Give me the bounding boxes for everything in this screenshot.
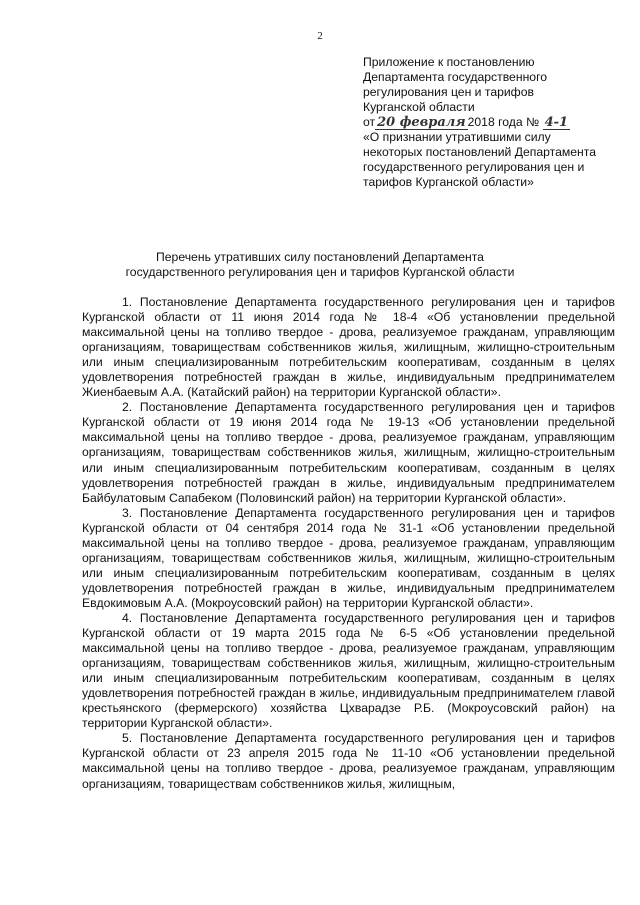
title-line: Перечень утративших силу постановлений Департамента <box>156 250 484 264</box>
title-line: государственного регулирования цен и тарифов Курганской области <box>125 265 515 279</box>
appendix-line: «О признании утратившими силу <box>363 130 551 144</box>
date-suffix: 2018 года № <box>467 115 540 129</box>
list-item: 1. Постановление Департамента государственного регулирования цен и тарифов Курганской области от 11 июня 2014 года № 18-4 «Об установлении предельной максимальной цены на топливо твердое - дрова, реализуемое гражданам, управляющим организациям, товариществам собственников жилья, жилищным, жилищно-строительным или иным специализированным потребительским кооперативам, созданным в целях удовлетворения потребностей граждан в жилье, индивидуальным предпринимателем Жиенбаевым А.А. (Катайский район) на территории Курганской области». <box>82 295 615 400</box>
handwritten-date: 20 февраля <box>377 115 466 130</box>
list-item: 2. Постановление Департамента государственного регулирования цен и тарифов Курганской области от 19 июня 2014 года № 19-13 «Об установлении предельной максимальной цены на топливо твердое - дрова, реализуемое гражданам, управляющим организациям, товариществам собственников жилья, жилищным, жилищно-строительным или иным специализированным потребительским кооперативам, созданным в целях удовлетворения потребностей граждан в жилье, индивидуальным предпринимателем Байбулатовым Сапабеком (Половинский район) на территории Курганской области». <box>82 400 615 505</box>
appendix-line: Приложение к постановлению <box>363 55 535 69</box>
list-item: 3. Постановление Департамента государственного регулирования цен и тарифов Курганской области от 04 сентября 2014 года № 31-1 «Об установлении предельной максимальной цены на топливо твердое - дрова, реализуемое гражданам, управляющим организациям, товариществам собственников жилья, жилищным, жилищно-строительным или иным специализированным потребительским кооперативам, созданным в целях удовлетворения потребностей граждан в жилье, индивидуальным предпринимателем Евдокимовым А.А. (Мокроусовский район) на территории Курганской области». <box>82 505 615 610</box>
appendix-line: некоторых постановлений Департамента <box>363 145 597 159</box>
date-prefix: от <box>363 115 376 129</box>
appendix-line: Курганской области <box>363 100 475 114</box>
appendix-line: государственного регулирования цен и <box>363 160 585 174</box>
appendix-date-line <box>363 115 625 130</box>
page-number: 2 <box>317 30 323 42</box>
appendix-line: регулирования цен и тарифов <box>363 85 534 99</box>
list-item: 4. Постановление Департамента государственного регулирования цен и тарифов Курганской области от 19 марта 2015 года № 6-5 «Об установлении предельной максимальной цены на топливо твердое - дрова, реализуемое гражданам, управляющим организациям, товариществам собственников жилья, жилищным, жилищно-строительным или иным специализированным потребительским кооперативам, созданным в целях удовлетворения потребностей граждан в жилье, индивидуальным предпринимателем главой крестьянского (фермерского) хозяйства Цхварадзе Р.Б. (Мокроусовский район) на территории Курганской области». <box>82 610 615 731</box>
handwritten-number: 4-1 <box>544 115 569 130</box>
list-item: 5. Постановление Департамента государственного регулирования цен и тарифов Курганской области от 23 апреля 2015 года № 11-10 «Об установлении предельной максимальной цены на топливо твердое - дрова, реализуемое гражданам, управляющим организациям, товариществам собственников жилья, жилищным, <box>82 731 615 791</box>
appendix-header <box>363 55 625 190</box>
appendix-line: тарифов Курганской области» <box>363 175 534 189</box>
document-body <box>82 295 615 792</box>
document-title <box>60 250 580 280</box>
appendix-line: Департамента государственного <box>363 70 548 84</box>
